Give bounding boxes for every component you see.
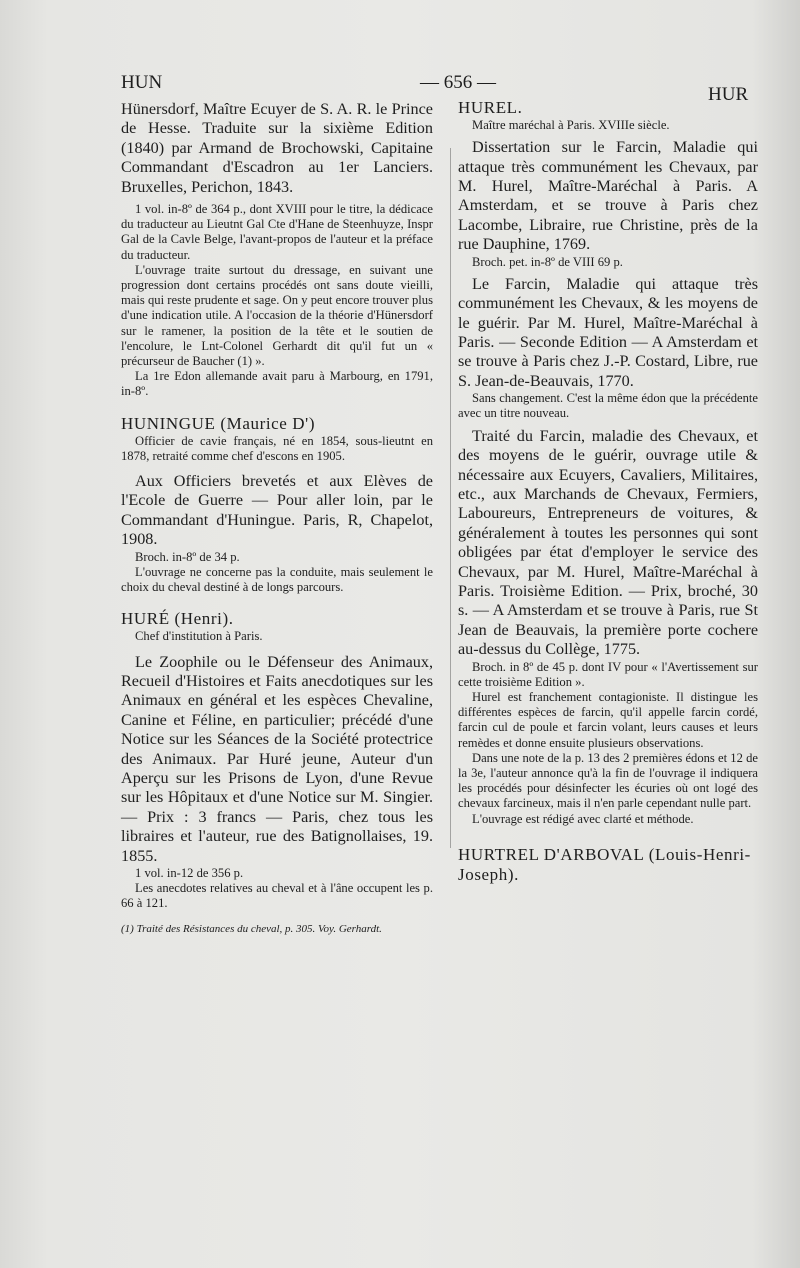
entry-hurel-traite: Traité du Farcin, maladie des Chevaux, et des moyens de le guérir, ouvrage utile & nécessaire aux Ecuyers, Cavaliers, Militaires, etc., aux Marchands de Chevaux, Fermiers, Laboureurs, Entrepreneurs de voitures, & généralement à toutes les personnes qui sont obligées par état d'employer le service des Chevaux, par M. Hurel, Maître-Maréchal à Paris. Troisième Edition. — Prix, broché, 30 s. — A Amsterdam et se trouve à Paris, rue St Jean de Beauvais, la première porte cochere au-dessus du Collège, 1775. xyxy=(458,426,758,659)
author-huningue-bio: Officier de cavie français, né en 1854, sous-lieutnt en 1878, retraité comme chef d'escons en 1905. xyxy=(121,433,433,463)
entry-huningue-note: L'ouvrage ne concerne pas la conduite, mais seulement le choix du cheval destiné à de longs parcours. xyxy=(121,564,433,595)
entry-hunersdorf-edition: La 1re Edon allemande avait paru à Marbourg, en 1791, in-8º. xyxy=(121,369,433,399)
author-huningue: HUNINGUE (Maurice D') xyxy=(121,413,316,433)
entry-hunersdorf-collation: 1 vol. in-8º de 364 p., dont XVIII pour le titre, la dédicace du traducteur au Lieutnt Gal Cte d'Hane de Steenhuyze, Inspr Gal de la Cavle Belge, l'avant-propos de l'auteur et la préface du traducteur. xyxy=(121,202,433,262)
entry-hurel-dissertation-collation: Broch. pet. in-8º de VIII 69 p. xyxy=(472,254,623,269)
author-hurtrel-darboval: HURTREL D'ARBOVAL (Louis-Henri-Joseph). xyxy=(458,844,751,884)
column-divider xyxy=(450,148,451,848)
entry-hure-note: Les anecdotes relatives au cheval et à l'âne occupent les p. 66 à 121. xyxy=(121,881,433,911)
entry-hurel-farcin-note: Sans changement. C'est la même édon que la précédente avec un titre nouveau. xyxy=(458,391,758,421)
author-hure: HURÉ (Henri). xyxy=(121,609,234,629)
entry-hurel-traite-note: Hurel est franchement contagioniste. Il distingue les différentes espèces de farcin, qu'il appelle farcin cordé, farcin cul de poule et farcin volant, leurs causes et leurs remèdes et donne ensuite plusieurs observations. xyxy=(458,689,758,750)
entry-hure-title: Le Zoophile ou le Défenseur des Animaux, Recueil d'Histoires et Faits anecdotiques sur les Animaux en général et les espèces Chevaline, Canine et Féline, en particulier; précédé d'une Notice sur les Séances de la Société protectrice des Animaux. Par Huré jeune, Auteur d'un Aperçu sur les Prisons de Lyon, d'une Revue sur les Hôpitaux et d'une Notice sur M. Singier. — Prix : 3 francs — Paris, chez tous les libraires et l'auteur, rue des Batignollaises, 19. 1855. xyxy=(121,652,433,865)
entry-hurel-farcin: Le Farcin, Maladie qui attaque très communément les Chevaux, & les moyens de le guérir. Par M. Hurel, Maître-Maréchal à Paris. — Seconde Edition — A Amsterdam et se trouve à Paris chez J.-P. Costard, Libre, rue S. Jean-de-Beauvais, 1770. xyxy=(458,274,758,390)
entry-hure-collation: 1 vol. in-12 de 356 p. xyxy=(135,865,244,880)
author-hurel: HUREL. xyxy=(458,98,523,117)
entry-hurel-traite-collation: Broch. in 8º de 45 p. dont IV pour « l'Avertissement sur cette troisième Edition ». xyxy=(458,659,758,689)
running-head-right: HUR xyxy=(708,84,749,105)
entry-hurel-traite-note-3: L'ouvrage est rédigé avec clarté et méthode. xyxy=(472,811,694,826)
running-head-left: HUN xyxy=(121,72,163,93)
author-hure-bio: Chef d'institution à Paris. xyxy=(135,629,263,644)
entry-hurel-traite-note-2: Dans une note de la p. 13 des 2 premières édons et 12 de la 3e, l'auteur annonce qu'à la fin de l'ouvrage il indiquera les procédés pour désinfecter les écuries où ont logé des chevaux farcineux, mais il n'en parle cependant nulle part. xyxy=(458,750,758,811)
author-hurel-bio: Maître maréchal à Paris. XVIIIe siècle. xyxy=(472,118,670,132)
page-number: — 656 — xyxy=(420,72,496,93)
entry-hunersdorf-note: L'ouvrage traite surtout du dressage, en suivant une progression dont certains procédés ont sans doute vieilli, mais qui reste prudente et sage. On y peut encore trouver plus d'une indication utile. A l'occasion de la théorie d'Hünersdorf sur le ramener, la position de la tête et le soutien de l'encolure, le Lnt-Colonel Gerhardt dit qu'il fut un « précurseur de Baucher (1) ». xyxy=(121,262,433,369)
entry-hurel-dissertation: Dissertation sur le Farcin, Maladie qui attaque très communément les Chevaux, par M. Hurel, Maître-Maréchal à Paris. A Amsterdam, et se trouve à Paris chez Lacombe, Libraire, rue Christine, près de la rue Dauphine, 1769. xyxy=(458,138,758,254)
right-column xyxy=(458,98,758,885)
entry-huningue-title: Aux Officiers brevetés et aux Elèves de l'Ecole de Guerre — Pour aller loin, par le Commandant d'Huningue. Paris, R, Chapelot, 1908. xyxy=(121,472,433,549)
footnote: (1) Traité des Résistances du cheval, p. 305. Voy. Gerhardt. xyxy=(121,922,382,935)
left-column xyxy=(121,100,433,936)
entry-huningue-collation: Broch. in-8º de 34 p. xyxy=(135,549,240,564)
entry-hunersdorf-title: Hünersdorf, Maître Ecuyer de S. A. R. le Prince de Hesse. Traduite sur la sixième Edition (1840) par Armand de Brochowski, Capitaine Commandant d'Escadron au 1er Lanciers. Bruxelles, Perichon, 1843. xyxy=(121,100,433,196)
